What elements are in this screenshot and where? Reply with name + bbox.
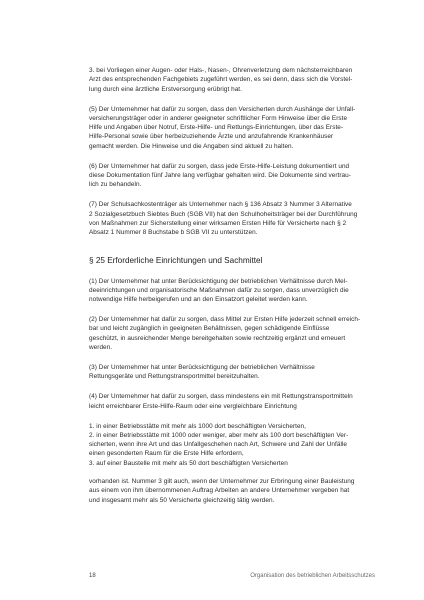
text-line: (5) Der Unternehmer hat dafür zu sorgen, dass den Versicherten durch Aushänge der Unfall-: [89, 105, 356, 113]
text-line: lich zu behandeln.: [89, 181, 142, 189]
text-line: sicherten, wenn ihre Art und das Unfallgeschehen nach Art, Schwere und Zahl der Unfälle: [89, 441, 347, 449]
paragraph: [89, 105, 375, 151]
requirement-list: [89, 422, 375, 468]
text-line: gemacht werden. Die Hinweise und die Angaben sind aktuell zu halten.: [89, 142, 294, 150]
text-line: 3. auf einer Baustelle mit mehr als 50 dort beschäftigten Versicherten: [89, 459, 288, 467]
text-line: diese Dokumentation fünf Jahre lang verfügbar gehalten wird. Die Dokumente sind vertrau-: [89, 172, 351, 180]
paragraph: [89, 162, 375, 190]
text-line: leicht erreichbarer Erste-Hilfe-Raum oder eine vergleichbare Einrichtung: [89, 402, 297, 410]
text-line: vorhanden ist. Nummer 3 gilt auch, wenn der Unternehmer zur Erbringung einer Bauleistung: [89, 478, 355, 486]
text-line: werden.: [89, 343, 113, 351]
text-line: 1. in einer Betriebsstätte mit mehr als 1000 dort beschäftigten Versicherten,: [89, 422, 306, 430]
text-line: (4) Der Unternehmer hat dafür zu sorgen, dass mindestens ein mit Rettungstransportmitteln: [89, 393, 353, 401]
text-line: geschützt, in ausreichender Menge bereitgehalten sowie rechtzeitig ergänzt und erneuert: [89, 334, 346, 342]
text-line: 2. in einer Betriebsstätte mit 1000 oder weniger, aber mehr als 100 dort beschäftigten Ver-: [89, 431, 349, 439]
paragraph: [89, 66, 375, 94]
text-line: notwendige Hilfe herbeigerufen und an den Einsatzort geleitet werden kann.: [89, 296, 308, 304]
paragraph: [89, 200, 375, 237]
text-line: (2) Der Unternehmer hat dafür zu sorgen, dass Mittel zur Ersten Hilfe jederzeit schnell erreich-: [89, 316, 361, 324]
regulation-paragraphs-top: [89, 66, 375, 238]
text-line: Absatz 1 Nummer 8 Buchstabe b SGB VII zu unterstützen.: [89, 229, 258, 237]
text-line: bar und leicht zugänglich in geeigneten Behältnissen, gegen schädigende Einflüsse: [89, 325, 330, 333]
text-line: (6) Der Unternehmer hat dafür zu sorgen, dass jede Erste-Hilfe-Leistung dokumentiert und: [89, 162, 350, 170]
section-paragraphs: [89, 277, 375, 411]
paragraph: [89, 277, 375, 305]
page-number: 18: [89, 573, 96, 579]
text-line: von Maßnahmen zur Sicherstellung einer wirksamen Ersten Hilfe für Versicherte nach § 2: [89, 219, 347, 227]
text-line: (1) Der Unternehmer hat unter Berücksichtigung der betrieblichen Verhältnisse durch Mel-: [89, 277, 348, 285]
paragraph: [89, 363, 375, 382]
text-line: Arzt des entsprechenden Fachgebiets zugeführt werden, es sei denn, dass sich die Vorstel-: [89, 76, 353, 84]
text-line: (3) Der Unternehmer hat unter Berücksichtigung der betrieblichen Verhältnisse: [89, 363, 315, 371]
section-heading: § 25 Erforderliche Einrichtungen und Sachmittel: [89, 255, 263, 265]
text-line: (7) Der Schulsachkostenträger als Unternehmer nach § 136 Absatz 3 Nummer 3 Alternative: [89, 201, 352, 209]
text-line: 3. bei Vorliegen einer Augen- oder Hals-, Nasen-, Ohrenverletzung dem nächsterreichbaren: [89, 67, 353, 74]
text-line: lung durch eine ärztliche Erstversorgung erübrigt hat.: [89, 85, 242, 93]
paragraph: [89, 315, 375, 352]
paragraph: [89, 392, 375, 411]
page-content: [89, 66, 375, 516]
text-line: und insgesamt mehr als 50 Versicherte gleichzeitig tätig werden.: [89, 496, 275, 504]
footer-title: Organisation des betrieblichen Arbeitsschutzes: [250, 573, 375, 579]
text-line: einen gesonderten Raum für die Erste Hilfe erfordern,: [89, 450, 244, 458]
text-line: 2 Sozialgesetzbuch Siebtes Buch (SGB VII) hat den Schulhoheitsträger bei der Durchführung: [89, 210, 358, 218]
closing-paragraph: [89, 477, 375, 505]
text-line: deeinrichtungen und organisatorische Maßnahmen dafür zu sorgen, dass unverzüglich die: [89, 286, 349, 294]
text-line: Rettungsgeräte und Rettungstransportmittel bereitzuhalten.: [89, 373, 260, 381]
text-line: versicherungsträger oder in anderer geeigneter schriftlicher Form Hinweise über die Erste: [89, 114, 348, 122]
text-line: aus einem von ihm übernommenen Auftrag Arbeiten an andere Unternehmer vergeben hat: [89, 487, 350, 495]
text-line: Hilfe-Personal sowie über herbeizuziehende Ärzte und anzufahrende Krankenhäuser: [89, 133, 334, 141]
text-line: Hilfe und Angaben über Notruf, Erste-Hilfe- und Rettungs-Einrichtungen, über das Erste-: [89, 124, 344, 132]
